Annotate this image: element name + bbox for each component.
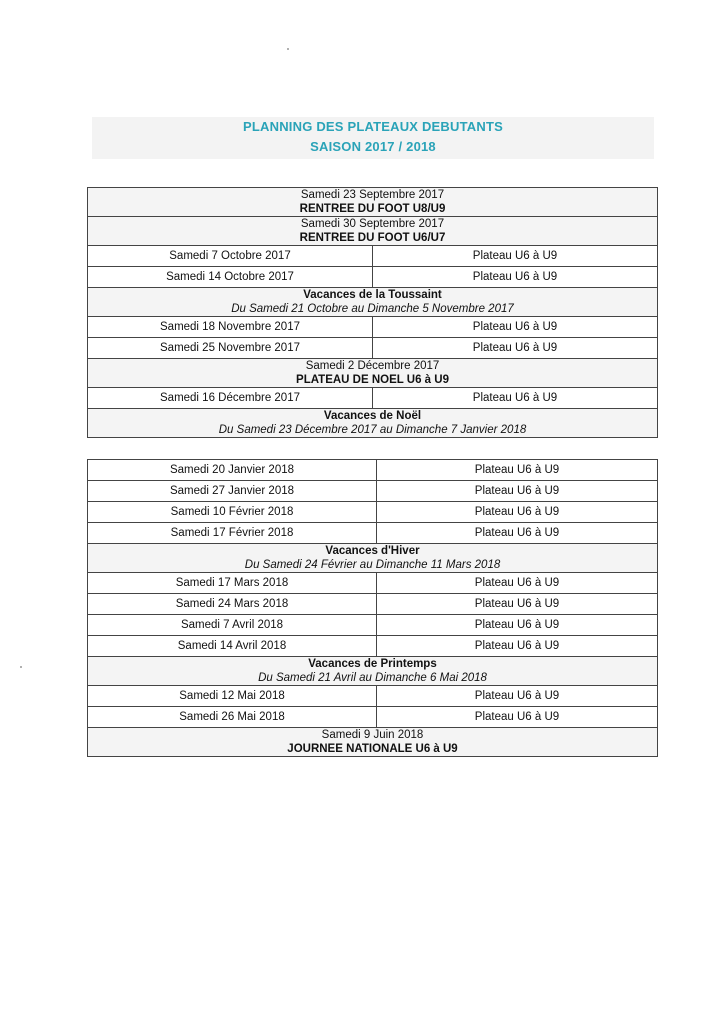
schedule-row [88, 246, 658, 267]
event-title: PLATEAU DE NOEL U6 à U9 [296, 374, 449, 386]
date-cell: Samedi 27 Janvier 2018 [88, 481, 377, 502]
merged-cell [88, 288, 658, 317]
special-event-row [88, 359, 658, 388]
schedule-row [88, 460, 658, 481]
merged-cell [88, 217, 658, 246]
holiday-row [88, 657, 658, 686]
scan-speck [20, 666, 22, 668]
event-cell: Plateau U6 à U9 [373, 388, 658, 409]
event-cell: Plateau U6 à U9 [377, 523, 658, 544]
event-title: RENTREE DU FOOT U8/U9 [299, 203, 446, 215]
holiday-row [88, 288, 658, 317]
season-subtitle: SAISON 2017 / 2018 [310, 139, 436, 154]
schedule-row [88, 523, 658, 544]
holiday-dates: Du Samedi 21 Avril au Dimanche 6 Mai 2018 [258, 672, 487, 684]
event-cell: Plateau U6 à U9 [377, 460, 658, 481]
event-cell: Plateau U6 à U9 [377, 707, 658, 728]
date-cell: Samedi 10 Février 2018 [88, 502, 377, 523]
event-date: Samedi 23 Septembre 2017 [300, 189, 445, 201]
event-cell: Plateau U6 à U9 [373, 267, 658, 288]
special-event-row [88, 217, 658, 246]
date-cell: Samedi 16 Décembre 2017 [88, 388, 373, 409]
holiday-dates: Du Samedi 24 Février au Dimanche 11 Mars 2018 [244, 559, 501, 571]
holiday-row [88, 409, 658, 438]
schedule-row [88, 317, 658, 338]
schedule-row [88, 573, 658, 594]
schedule-row [88, 686, 658, 707]
document-title: PLANNING DES PLATEAUX DEBUTANTS [243, 119, 503, 134]
date-cell: Samedi 7 Octobre 2017 [88, 246, 373, 267]
schedule-row [88, 594, 658, 615]
holiday-title: Vacances d'Hiver [325, 545, 420, 557]
event-date: Samedi 2 Décembre 2017 [305, 360, 440, 372]
schedule-row [88, 481, 658, 502]
schedule-row [88, 267, 658, 288]
merged-cell [88, 188, 658, 217]
title-band [92, 117, 654, 159]
schedule-row [88, 338, 658, 359]
holiday-dates: Du Samedi 21 Octobre au Dimanche 5 Novembre 2017 [231, 303, 514, 315]
event-cell: Plateau U6 à U9 [377, 686, 658, 707]
event-cell: Plateau U6 à U9 [377, 594, 658, 615]
event-title: JOURNEE NATIONALE U6 à U9 [287, 743, 458, 755]
event-cell: Plateau U6 à U9 [373, 246, 658, 267]
merged-cell [88, 409, 658, 438]
schedule-row [88, 615, 658, 636]
holiday-row [88, 544, 658, 573]
date-cell: Samedi 18 Novembre 2017 [88, 317, 373, 338]
event-cell: Plateau U6 à U9 [377, 481, 658, 502]
date-cell: Samedi 24 Mars 2018 [88, 594, 377, 615]
schedule-table-autumn [87, 187, 658, 438]
schedule-table-spring [87, 459, 658, 757]
date-cell: Samedi 12 Mai 2018 [88, 686, 377, 707]
special-event-row [88, 188, 658, 217]
date-cell: Samedi 14 Octobre 2017 [88, 267, 373, 288]
merged-cell [88, 359, 658, 388]
date-cell: Samedi 25 Novembre 2017 [88, 338, 373, 359]
holiday-title: Vacances de Printemps [308, 658, 437, 670]
event-title: RENTREE DU FOOT U6/U7 [299, 232, 446, 244]
event-cell: Plateau U6 à U9 [377, 573, 658, 594]
scan-speck [287, 48, 289, 50]
event-cell: Plateau U6 à U9 [377, 636, 658, 657]
schedule-row [88, 707, 658, 728]
date-cell: Samedi 7 Avril 2018 [88, 615, 377, 636]
special-event-row [88, 728, 658, 757]
holiday-title: Vacances de Noël [323, 410, 422, 422]
schedule-row [88, 636, 658, 657]
event-cell: Plateau U6 à U9 [373, 338, 658, 359]
date-cell: Samedi 17 Mars 2018 [88, 573, 377, 594]
holiday-title: Vacances de la Toussaint [303, 289, 442, 301]
date-cell: Samedi 20 Janvier 2018 [88, 460, 377, 481]
event-cell: Plateau U6 à U9 [377, 615, 658, 636]
holiday-dates: Du Samedi 23 Décembre 2017 au Dimanche 7 Janvier 2018 [218, 424, 527, 436]
date-cell: Samedi 17 Février 2018 [88, 523, 377, 544]
event-cell: Plateau U6 à U9 [377, 502, 658, 523]
merged-cell [88, 728, 658, 757]
event-cell: Plateau U6 à U9 [373, 317, 658, 338]
schedule-row [88, 388, 658, 409]
event-date: Samedi 9 Juin 2018 [321, 729, 424, 741]
merged-cell [88, 657, 658, 686]
event-date: Samedi 30 Septembre 2017 [300, 218, 445, 230]
merged-cell [88, 544, 658, 573]
date-cell: Samedi 26 Mai 2018 [88, 707, 377, 728]
date-cell: Samedi 14 Avril 2018 [88, 636, 377, 657]
schedule-row [88, 502, 658, 523]
